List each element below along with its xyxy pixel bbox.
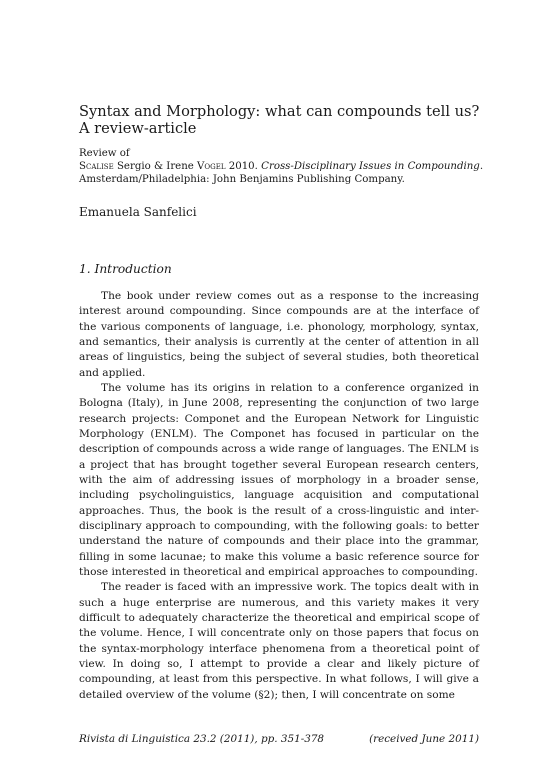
- body-text: [79, 289, 479, 703]
- article-author: Emanuela Sanfelici: [79, 205, 197, 219]
- section-heading: 1. Introduction: [79, 262, 172, 276]
- paragraph: The book under review comes out as a response to the increasing interest around compounding. Since compounds are at the interface of the various components of language, i.e. phonology, morphology, syntax, and semantics, their analysis is currently at the center of attention in all areas of linguistics, being the subject of several studies, both theoretical and applied.: [79, 290, 479, 379]
- journal-name: Rivista di Linguistica: [79, 733, 191, 745]
- review-names: Sergio & Irene: [113, 161, 198, 172]
- review-label: Review of: [79, 148, 130, 159]
- review-author-1: Scalise: [79, 161, 114, 172]
- review-book-title: Cross-Disciplinary Issues in Compounding: [261, 161, 480, 172]
- review-author-2: Vogel: [197, 161, 226, 172]
- page-footer: [79, 733, 479, 745]
- journal-citation: 23.2 (2011), pp. 351-378: [190, 733, 325, 745]
- review-reference: [79, 160, 484, 173]
- paragraph: The reader is faced with an impressive work. The topics dealt with in such a huge enterprise are numerous, and this variety makes it very difficult to adequately characterize the theoretical and empirical scope of the volume. Hence, I will concentrate only on those papers that focus on the syntax-morphology interface phenomena from a theoretical point of view. In doing so, I attempt to provide a clear and likely picture of compounding, at least from this perspective. In what follows, I will give a detailed overview of the volume (§2); then, I will concentrate on some: [79, 581, 479, 701]
- paragraph: The volume has its origins in relation to a conference organized in Bologna (Italy), in June 2008, representing the conjunction of two large research projects: Componet and the European Network for Linguistic Morphology (ENLM). The Componet has focused in particular on the description of compounds across a wide range of languages. The ENLM is a project that has brought together several European research centers, with the aim of addressing issues of morphology in a broader sense, including psycholinguistics, language acquisition and computational approaches. Thus, the book is the result of a cross-linguistic and inter-disciplinary approach to compounding, with the following goals: to better understand the nature of compounds and their place into the grammar, filling in some lacunae; to make this volume a basic reference source for those interested in theoretical and empirical approaches to compounding.: [79, 381, 479, 578]
- review-year: 2010.: [225, 161, 262, 172]
- review-period: .: [479, 161, 484, 172]
- review-publisher: Amsterdam/Philadelphia: John Benjamins Publishing Company.: [79, 174, 405, 185]
- title-line-1: Syntax and Morphology: what can compounds tell us?: [79, 103, 480, 120]
- received-date: (received June 2011): [369, 733, 479, 745]
- review-citation: [79, 147, 484, 186]
- article-title: [79, 103, 479, 137]
- title-line-2: A review-article: [79, 120, 197, 137]
